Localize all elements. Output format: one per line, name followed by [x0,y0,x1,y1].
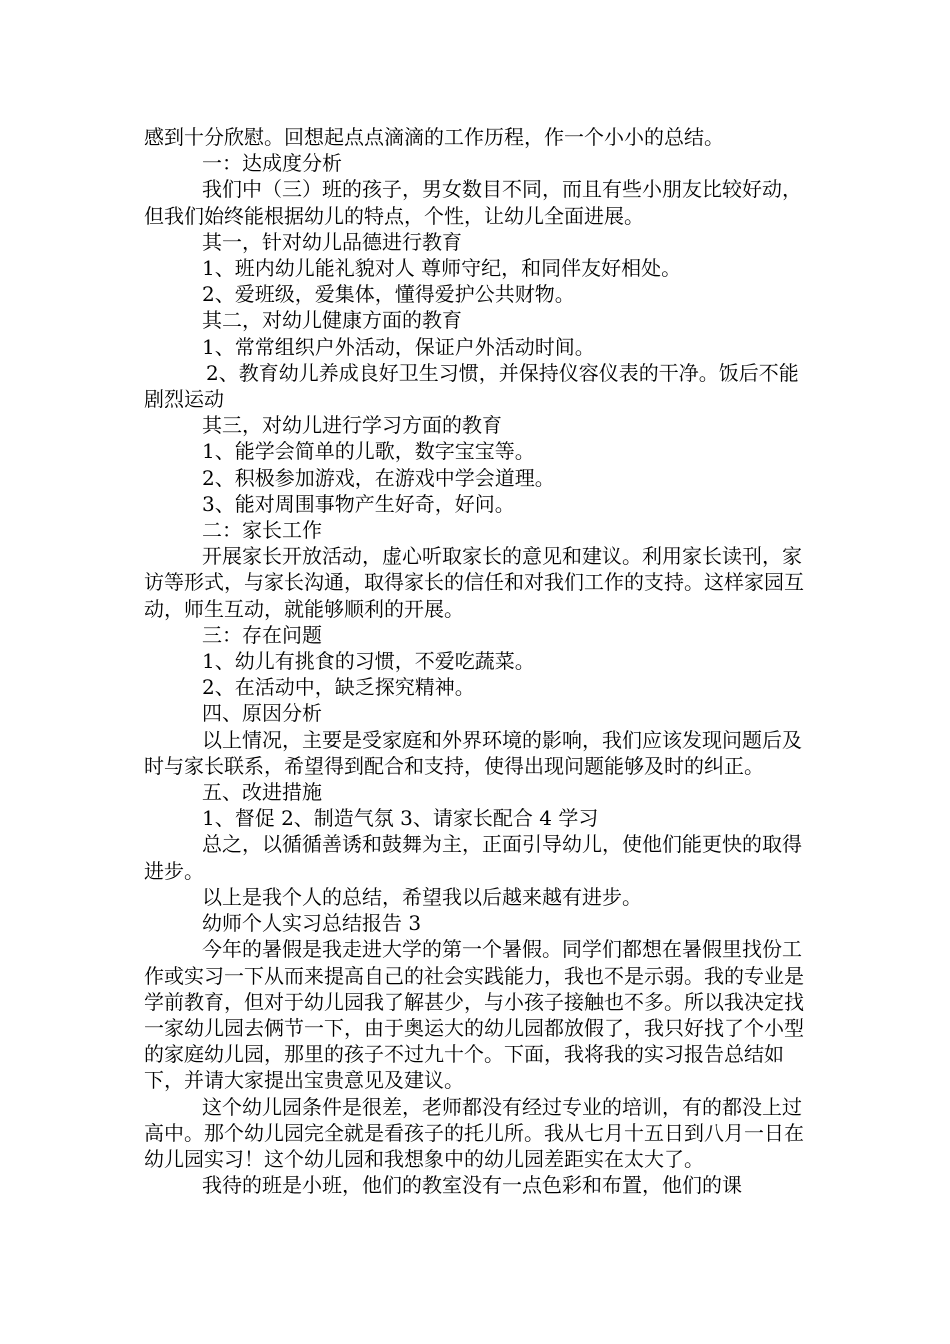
document-body [144,124,814,1198]
paragraph: 总之，以循循善诱和鼓舞为主，正面引导幼儿，使他们能更快的取得进步。 [144,832,802,883]
paragraph: 以上是我个人的总结，希望我以后越来越有进步。 [202,884,642,909]
paragraph: 开展家长开放活动，虚心听取家长的意见和建议。利用家长读刊，家访等形式，与家长沟通，取得家长的信任和对我们工作的支持。这样家园互动，师生互动，就能够顺利的开展。 [144,544,804,621]
paragraph: 我们中（三）班的孩子，男女数目不同，而且有些小朋友比较好动，但我们始终能根据幼儿的特点，个性，让幼儿全面进展。 [144,177,802,228]
paragraph: 今年的暑假是我走进大学的第一个暑假。同学们都想在暑假里找份工作或实习一下从而来提高自己的社会实践能力，我也不是示弱。我的专业是学前教育，但对于幼儿园我了解甚少，与小孩子接触也不多。所以我决定找一家幼儿园去俩节一下，由于奥运大的幼儿园都放假了，我只好找了个小型的家庭幼儿园，那里的孩子不过九十个。下面，我将我的实习报告总结如下，并请大家提出宝贵意见及建议。 [144,937,804,1093]
paragraph: 感到十分欣慰。回想起点点滴滴的工作历程，作一个小小的总结。 [144,125,724,149]
section-heading: 二：家长工作 [202,518,322,543]
list-item: 2、在活动中，缺乏探究精神。 [202,675,475,700]
report-title: 幼师个人实习总结报告 3 [202,911,422,936]
list-item: 1、幼儿有挑食的习惯，不爱吃蔬菜。 [202,649,535,674]
list-item: 2、爱班级，爱集体，懂得爱护公共财物。 [202,282,575,307]
list-item: 1、督促 2、制造气氛 3、请家长配合 4 学习 [202,806,599,831]
subsection-heading: 其一，针对幼儿品德进行教育 [202,229,462,254]
subsection-heading: 其二，对幼儿健康方面的教育 [202,308,462,333]
subsection-heading: 其三，对幼儿进行学习方面的教育 [202,413,502,438]
section-heading: 三：存在问题 [202,622,322,647]
paragraph: 以上情况，主要是受家庭和外界环境的影响，我们应该发现问题后及时与家长联系，希望得到配合和支持，使得出现问题能够及时的纠正。 [144,727,802,778]
list-item: 2、教育幼儿养成良好卫生习惯，并保持仪容仪表的干净。饭后不能剧烈运动 [144,360,799,412]
paragraph: 这个幼儿园条件是很差，老师都没有经过专业的培训，有的都没上过高中。那个幼儿园完全就是看孩子的托儿所。我从七月十五日到八月一日在幼儿园实习！这个幼儿园和我想象中的幼儿园差距实在太大了。 [144,1094,804,1171]
paragraph: 我待的班是小班，他们的教室没有一点色彩和布置，他们的课 [202,1173,742,1198]
section-heading: 一：达成度分析 [202,151,342,176]
list-item: 1、班内幼儿能礼貌对人 尊师守纪，和同伴友好相处。 [202,256,682,281]
list-item: 1、能学会简单的儿歌，数字宝宝等。 [202,439,535,464]
list-item: 3、能对周围事物产生好奇，好问。 [202,491,515,516]
list-item: 1、常常组织户外活动，保证户外活动时间。 [202,334,595,359]
list-item: 2、积极参加游戏，在游戏中学会道理。 [202,465,555,490]
section-heading: 四、原因分析 [202,701,322,726]
section-heading: 五、改进措施 [202,780,322,805]
